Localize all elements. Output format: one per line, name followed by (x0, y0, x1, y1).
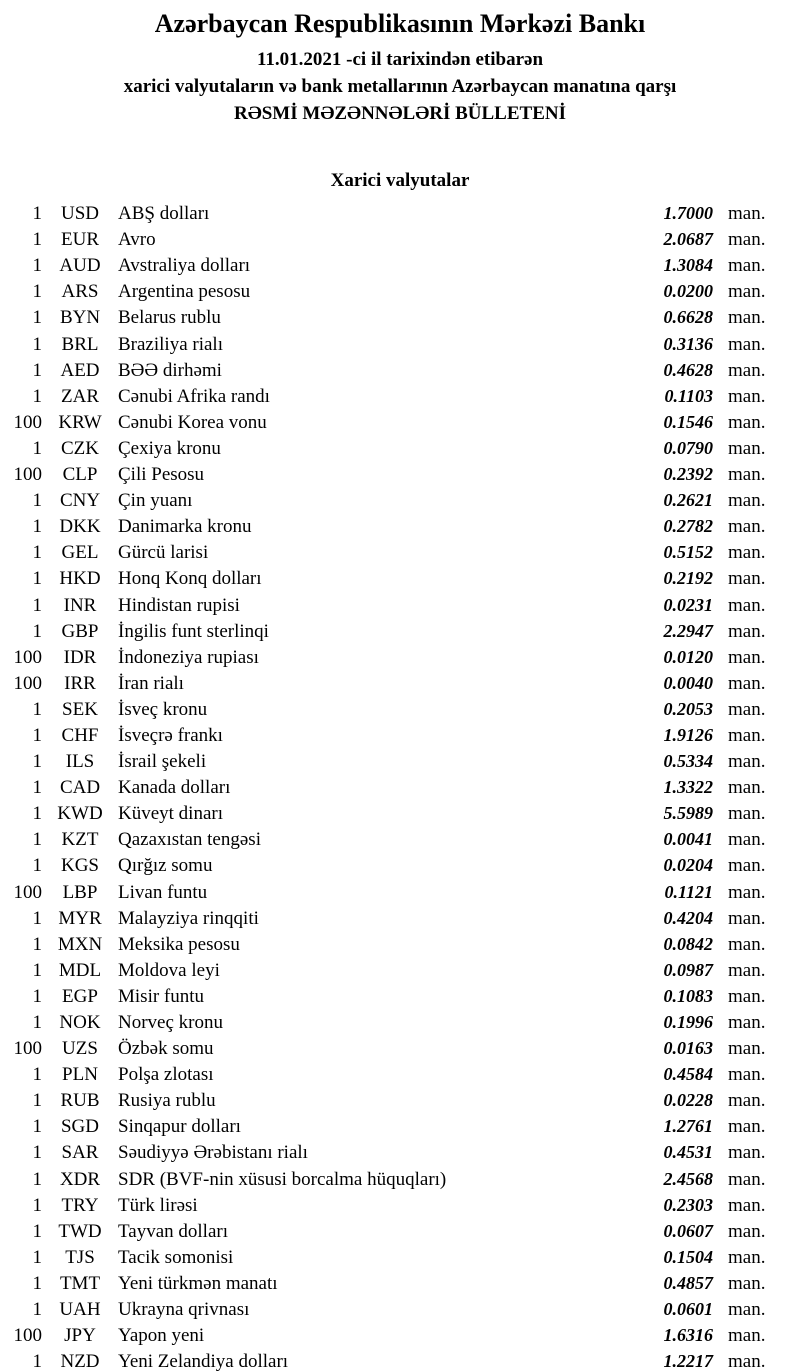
quantity-cell: 1 (32, 1064, 42, 1086)
currency-code-cell: SAR (61, 1142, 99, 1164)
currency-name-cell: Avro (118, 229, 156, 251)
rate-value-cell: 0.4628 (663, 359, 713, 380)
rate-row (0, 986, 800, 1012)
currency-code-cell: TRY (61, 1194, 99, 1216)
rate-row (0, 516, 800, 542)
currency-code-cell: GBP (61, 620, 99, 642)
currency-name-cell: Danimarka kronu (118, 516, 252, 538)
quantity-cell: 1 (32, 698, 42, 720)
rate-value-cell: 0.2782 (663, 516, 713, 537)
currency-code-cell: AED (60, 359, 100, 381)
quantity-cell: 1 (32, 594, 42, 616)
quantity-cell: 1 (32, 1012, 42, 1033)
currency-name-cell: Polşa zlotası (118, 1064, 214, 1086)
currency-code-cell: KGS (60, 855, 99, 877)
rate-row (0, 803, 800, 829)
rate-row (0, 438, 800, 464)
quantity-cell: 1 (32, 281, 42, 303)
unit-cell: man. (728, 490, 766, 512)
rate-row (0, 412, 800, 438)
rate-row (0, 647, 800, 673)
rate-row (0, 1299, 800, 1325)
rate-value-cell: 0.0987 (663, 959, 713, 980)
quantity-cell: 1 (32, 1194, 42, 1216)
currency-code-cell: IRR (64, 672, 96, 694)
rate-value-cell: 1.7000 (663, 203, 713, 224)
rate-value-cell: 1.2761 (663, 1116, 713, 1137)
currency-name-cell: Argentina pesosu (118, 281, 251, 303)
currency-code-cell: TJS (65, 1246, 95, 1268)
currency-code-cell: MYR (58, 907, 102, 929)
rate-value-cell: 0.5334 (663, 751, 713, 772)
rates-table (0, 203, 800, 1371)
quantity-cell: 1 (32, 1351, 42, 1371)
unit-cell: man. (728, 672, 766, 694)
currency-code-cell: JPY (64, 1325, 96, 1347)
rate-row (0, 908, 800, 934)
rate-value-cell: 0.0842 (663, 933, 713, 954)
rate-value-cell: 0.2192 (663, 568, 713, 589)
rate-row (0, 1221, 800, 1247)
quantity-cell: 1 (32, 620, 42, 642)
unit-cell: man. (728, 1090, 766, 1112)
quantity-cell: 1 (32, 933, 42, 955)
currency-name-cell: Tayvan dolları (118, 1220, 228, 1242)
rate-row (0, 1012, 800, 1038)
unit-cell: man. (728, 620, 766, 642)
rate-row (0, 281, 800, 307)
section-title: Xarici valyutalar (330, 170, 470, 192)
rate-value-cell: 0.1083 (663, 985, 713, 1006)
rate-value-cell: 0.0200 (663, 281, 713, 302)
currency-code-cell: KRW (58, 411, 102, 433)
unit-cell: man. (728, 516, 766, 538)
rate-row (0, 725, 800, 751)
rate-row (0, 542, 800, 568)
currency-code-cell: PLN (62, 1064, 98, 1086)
quantity-cell: 1 (32, 490, 42, 512)
bulletin-title: RƏSMİ MƏZƏNNƏLƏRİ BÜLLETENİ (233, 103, 566, 125)
currency-code-cell: KZT (61, 829, 99, 851)
currency-code-cell: ZAR (61, 385, 99, 407)
quantity-cell: 1 (32, 568, 42, 590)
rate-row (0, 334, 800, 360)
unit-cell: man. (728, 281, 766, 303)
unit-cell: man. (728, 724, 766, 746)
currency-code-cell: UAH (59, 1299, 101, 1321)
rate-value-cell: 0.0120 (663, 646, 713, 667)
unit-cell: man. (728, 411, 766, 433)
unit-cell: man. (728, 829, 766, 851)
currency-code-cell: UZS (62, 1038, 98, 1060)
rate-value-cell: 1.6316 (663, 1325, 713, 1346)
rate-row (0, 621, 800, 647)
currency-name-cell: İsrail şekeli (118, 751, 207, 773)
unit-cell: man. (728, 855, 766, 877)
currency-name-cell: İsveç kronu (118, 698, 208, 720)
quantity-cell: 1 (32, 203, 42, 225)
currency-code-cell: NOK (59, 1012, 101, 1033)
currency-name-cell: Cənubi Korea vonu (118, 411, 267, 433)
rate-row (0, 568, 800, 594)
rate-row (0, 673, 800, 699)
quantity-cell: 1 (32, 803, 42, 825)
rate-row (0, 882, 800, 908)
currency-name-cell: Qırğız somu (118, 855, 213, 877)
currency-name-cell: Çili Pesosu (118, 464, 205, 486)
quantity-cell: 1 (32, 1272, 42, 1294)
currency-code-cell: DKK (59, 516, 101, 538)
quantity-cell: 1 (32, 1090, 42, 1112)
unit-cell: man. (728, 1299, 766, 1321)
currency-name-cell: Rusiya rublu (118, 1090, 216, 1112)
currency-name-cell: Hindistan rupisi (118, 594, 240, 616)
rate-row (0, 464, 800, 490)
rate-value-cell: 0.1121 (664, 881, 713, 902)
quantity-cell: 1 (32, 1116, 42, 1138)
currency-name-cell: Səudiyyə Ərəbistanı rialı (118, 1142, 308, 1164)
quantity-cell: 1 (32, 1220, 42, 1242)
currency-code-cell: ILS (65, 751, 95, 773)
unit-cell: man. (728, 1194, 766, 1216)
currency-code-cell: CNY (59, 490, 101, 512)
rate-value-cell: 0.0790 (663, 437, 713, 458)
quantity-cell: 100 (13, 672, 42, 694)
currency-name-cell: Çin yuanı (118, 490, 193, 512)
unit-cell: man. (728, 646, 766, 668)
quantity-cell: 100 (13, 1038, 42, 1060)
rate-value-cell: 1.3322 (663, 777, 713, 798)
rate-value-cell: 0.1103 (664, 385, 713, 406)
currency-name-cell: Belarus rublu (118, 307, 221, 329)
currency-name-cell: İran rialı (118, 672, 184, 694)
unit-cell: man. (728, 1325, 766, 1347)
currency-name-cell: Kanada dolları (118, 777, 231, 799)
quantity-cell: 100 (13, 646, 42, 668)
unit-cell: man. (728, 803, 766, 825)
rate-row (0, 229, 800, 255)
quantity-cell: 1 (32, 1168, 42, 1190)
currency-name-cell: Honq Konq dolları (118, 568, 262, 590)
unit-cell: man. (728, 933, 766, 955)
currency-code-cell: INR (63, 594, 97, 616)
currency-name-cell: SDR (BVF-nin xüsusi borcalma hüquqları) (118, 1168, 447, 1190)
unit-cell: man. (728, 907, 766, 929)
unit-cell: man. (728, 594, 766, 616)
rate-row (0, 1090, 800, 1116)
rate-value-cell: 1.3084 (663, 255, 713, 276)
currency-code-cell: BRL (61, 333, 99, 355)
quantity-cell: 1 (32, 855, 42, 877)
quantity-cell: 1 (32, 385, 42, 407)
quantity-cell: 1 (32, 333, 42, 355)
unit-cell: man. (728, 1168, 766, 1190)
rate-row (0, 386, 800, 412)
rate-row (0, 1038, 800, 1064)
quantity-cell: 1 (32, 777, 42, 799)
currency-code-cell: HKD (59, 568, 101, 590)
quantity-cell: 100 (13, 1325, 42, 1347)
currency-code-cell: CAD (59, 777, 101, 799)
rate-value-cell: 0.0041 (663, 829, 713, 850)
rate-row (0, 1064, 800, 1090)
rate-value-cell: 0.2303 (663, 1194, 713, 1215)
currency-code-cell: GEL (61, 542, 99, 564)
rate-value-cell: 1.2217 (663, 1351, 713, 1371)
quantity-cell: 1 (32, 437, 42, 459)
currency-name-cell: Qazaxıstan tengəsi (118, 829, 261, 851)
rate-value-cell: 0.1546 (663, 411, 713, 432)
rate-row (0, 1169, 800, 1195)
rate-value-cell: 0.0204 (663, 855, 713, 876)
unit-cell: man. (728, 1246, 766, 1268)
rate-value-cell: 2.2947 (663, 620, 713, 641)
currency-name-cell: Misir funtu (118, 985, 205, 1007)
rate-value-cell: 0.4857 (663, 1272, 713, 1293)
currency-name-cell: Livan funtu (118, 881, 208, 903)
currency-code-cell: RUB (60, 1090, 100, 1112)
currency-name-cell: Yeni türkmən manatı (118, 1272, 278, 1294)
unit-cell: man. (728, 985, 766, 1007)
quantity-cell: 1 (32, 751, 42, 773)
rate-row (0, 1351, 800, 1371)
rate-value-cell: 0.4204 (663, 907, 713, 928)
currency-name-cell: Malayziya rinqqiti (118, 907, 259, 929)
currency-code-cell: AUD (59, 255, 101, 277)
currency-code-cell: SGD (60, 1116, 99, 1138)
currency-code-cell: TMT (59, 1272, 101, 1294)
rate-row (0, 1247, 800, 1273)
rate-value-cell: 0.1504 (663, 1246, 713, 1267)
currency-code-cell: XDR (59, 1168, 101, 1190)
rate-row (0, 777, 800, 803)
rate-row (0, 255, 800, 281)
rate-row (0, 829, 800, 855)
date-line: 11.01.2021 -ci il tarixindən etibarən (256, 49, 544, 71)
currency-name-cell: ABŞ dolları (118, 203, 210, 225)
rate-row (0, 360, 800, 386)
currency-name-cell: Yapon yeni (118, 1325, 205, 1347)
quantity-cell: 1 (32, 1246, 42, 1268)
currency-name-cell: Küveyt dinarı (118, 803, 224, 825)
quantity-cell: 1 (32, 255, 42, 277)
quantity-cell: 1 (32, 1142, 42, 1164)
unit-cell: man. (728, 1038, 766, 1060)
page-title: Azərbaycan Respublikasının Mərkəzi Bankı (154, 9, 646, 38)
rate-value-cell: 0.6628 (663, 307, 713, 328)
currency-code-cell: MDL (58, 959, 102, 981)
rate-row (0, 699, 800, 725)
rate-row (0, 1195, 800, 1221)
currency-code-cell: KWD (57, 803, 103, 825)
currency-name-cell: Tacik somonisi (118, 1246, 234, 1268)
currency-name-cell: Gürcü larisi (118, 542, 209, 564)
currency-name-cell: Sinqapur dolları (118, 1116, 241, 1138)
unit-cell: man. (728, 959, 766, 981)
quantity-cell: 1 (32, 724, 42, 746)
rate-value-cell: 0.2392 (663, 464, 713, 485)
quantity-cell: 1 (32, 1299, 42, 1321)
currency-code-cell: CLP (62, 464, 98, 486)
currency-name-cell: Avstraliya dolları (118, 255, 251, 277)
rate-value-cell: 0.4584 (663, 1064, 713, 1085)
unit-cell: man. (728, 1064, 766, 1086)
currency-name-cell: Çexiya kronu (118, 437, 221, 459)
rate-value-cell: 0.3136 (663, 333, 713, 354)
unit-cell: man. (728, 568, 766, 590)
unit-cell: man. (728, 698, 766, 720)
rate-row (0, 934, 800, 960)
currency-code-cell: CZK (61, 437, 99, 459)
currency-name-cell: Yeni Zelandiya dolları (118, 1351, 289, 1371)
quantity-cell: 1 (32, 907, 42, 929)
currency-code-cell: NZD (60, 1351, 100, 1371)
currency-name-cell: Türk lirəsi (118, 1194, 198, 1216)
rate-value-cell: 0.1996 (663, 1012, 713, 1032)
rate-row (0, 960, 800, 986)
rate-value-cell: 1.9126 (663, 724, 713, 745)
currency-code-cell: USD (60, 203, 99, 225)
quantity-cell: 1 (32, 359, 42, 381)
quantity-cell: 100 (13, 464, 42, 486)
currency-code-cell: IDR (63, 646, 97, 668)
unit-cell: man. (728, 881, 766, 903)
subject-line: xarici valyutaların və bank metallarının Azərbaycan manatına qarşı (123, 76, 677, 98)
unit-cell: man. (728, 359, 766, 381)
currency-name-cell: Ukrayna qrivnası (118, 1299, 250, 1321)
rate-value-cell: 0.2053 (663, 698, 713, 719)
unit-cell: man. (728, 333, 766, 355)
currency-name-cell: Özbək somu (118, 1038, 214, 1060)
rate-row (0, 1325, 800, 1351)
quantity-cell: 100 (13, 881, 42, 903)
currency-name-cell: İsveçrə frankı (118, 724, 223, 746)
rate-row (0, 307, 800, 333)
document-header (0, 0, 800, 128)
unit-cell: man. (728, 751, 766, 773)
rate-value-cell: 0.0163 (663, 1038, 713, 1059)
rate-value-cell: 0.5152 (663, 542, 713, 563)
rate-value-cell: 2.0687 (663, 229, 713, 250)
currency-name-cell: BƏƏ dirhəmi (118, 359, 222, 381)
rate-value-cell: 0.2621 (663, 490, 713, 511)
quantity-cell: 1 (32, 229, 42, 251)
unit-cell: man. (728, 255, 766, 277)
unit-cell: man. (728, 229, 766, 251)
quantity-cell: 100 (13, 411, 42, 433)
quantity-cell: 1 (32, 959, 42, 981)
currency-name-cell: İngilis funt sterlinqi (118, 620, 269, 642)
quantity-cell: 1 (32, 307, 42, 329)
unit-cell: man. (728, 777, 766, 799)
unit-cell: man. (728, 203, 766, 225)
currency-name-cell: Braziliya rialı (118, 333, 223, 355)
quantity-cell: 1 (32, 829, 42, 851)
rate-row (0, 1116, 800, 1142)
rate-row (0, 203, 800, 229)
unit-cell: man. (728, 464, 766, 486)
rate-value-cell: 2.4568 (663, 1168, 713, 1189)
rate-row (0, 595, 800, 621)
currency-code-cell: MXN (57, 933, 103, 955)
unit-cell: man. (728, 307, 766, 329)
currency-name-cell: Norveç kronu (118, 1012, 223, 1033)
unit-cell: man. (728, 542, 766, 564)
rate-row (0, 855, 800, 881)
currency-name-cell: Cənubi Afrika randı (118, 385, 270, 407)
unit-cell: man. (728, 1116, 766, 1138)
rate-row (0, 1142, 800, 1168)
currency-code-cell: CHF (61, 724, 99, 746)
rate-value-cell: 0.0040 (663, 672, 713, 693)
currency-code-cell: BYN (59, 307, 101, 329)
rate-row (0, 1273, 800, 1299)
currency-name-cell: Moldova leyi (118, 959, 220, 981)
unit-cell: man. (728, 437, 766, 459)
quantity-cell: 1 (32, 542, 42, 564)
rate-value-cell: 5.5989 (663, 803, 713, 824)
rate-value-cell: 0.0607 (663, 1220, 713, 1241)
rate-value-cell: 0.0231 (663, 594, 713, 615)
currency-name-cell: İndoneziya rupiası (118, 646, 259, 668)
currency-code-cell: SEK (62, 698, 98, 720)
currency-code-cell: EGP (62, 985, 98, 1007)
rate-value-cell: 0.0601 (663, 1299, 713, 1320)
rate-row (0, 490, 800, 516)
rate-value-cell: 0.4531 (663, 1142, 713, 1163)
unit-cell: man. (728, 1272, 766, 1294)
unit-cell: man. (728, 1012, 766, 1033)
quantity-cell: 1 (32, 985, 42, 1007)
rate-row (0, 751, 800, 777)
currency-code-cell: LBP (62, 881, 98, 903)
currency-code-cell: TWD (58, 1220, 102, 1242)
unit-cell: man. (728, 1142, 766, 1164)
currency-code-cell: ARS (61, 281, 99, 303)
rate-value-cell: 0.0228 (663, 1090, 713, 1111)
quantity-cell: 1 (32, 516, 42, 538)
unit-cell: man. (728, 1351, 766, 1371)
currency-code-cell: EUR (61, 229, 99, 251)
unit-cell: man. (728, 385, 766, 407)
unit-cell: man. (728, 1220, 766, 1242)
currency-name-cell: Meksika pesosu (118, 933, 240, 955)
